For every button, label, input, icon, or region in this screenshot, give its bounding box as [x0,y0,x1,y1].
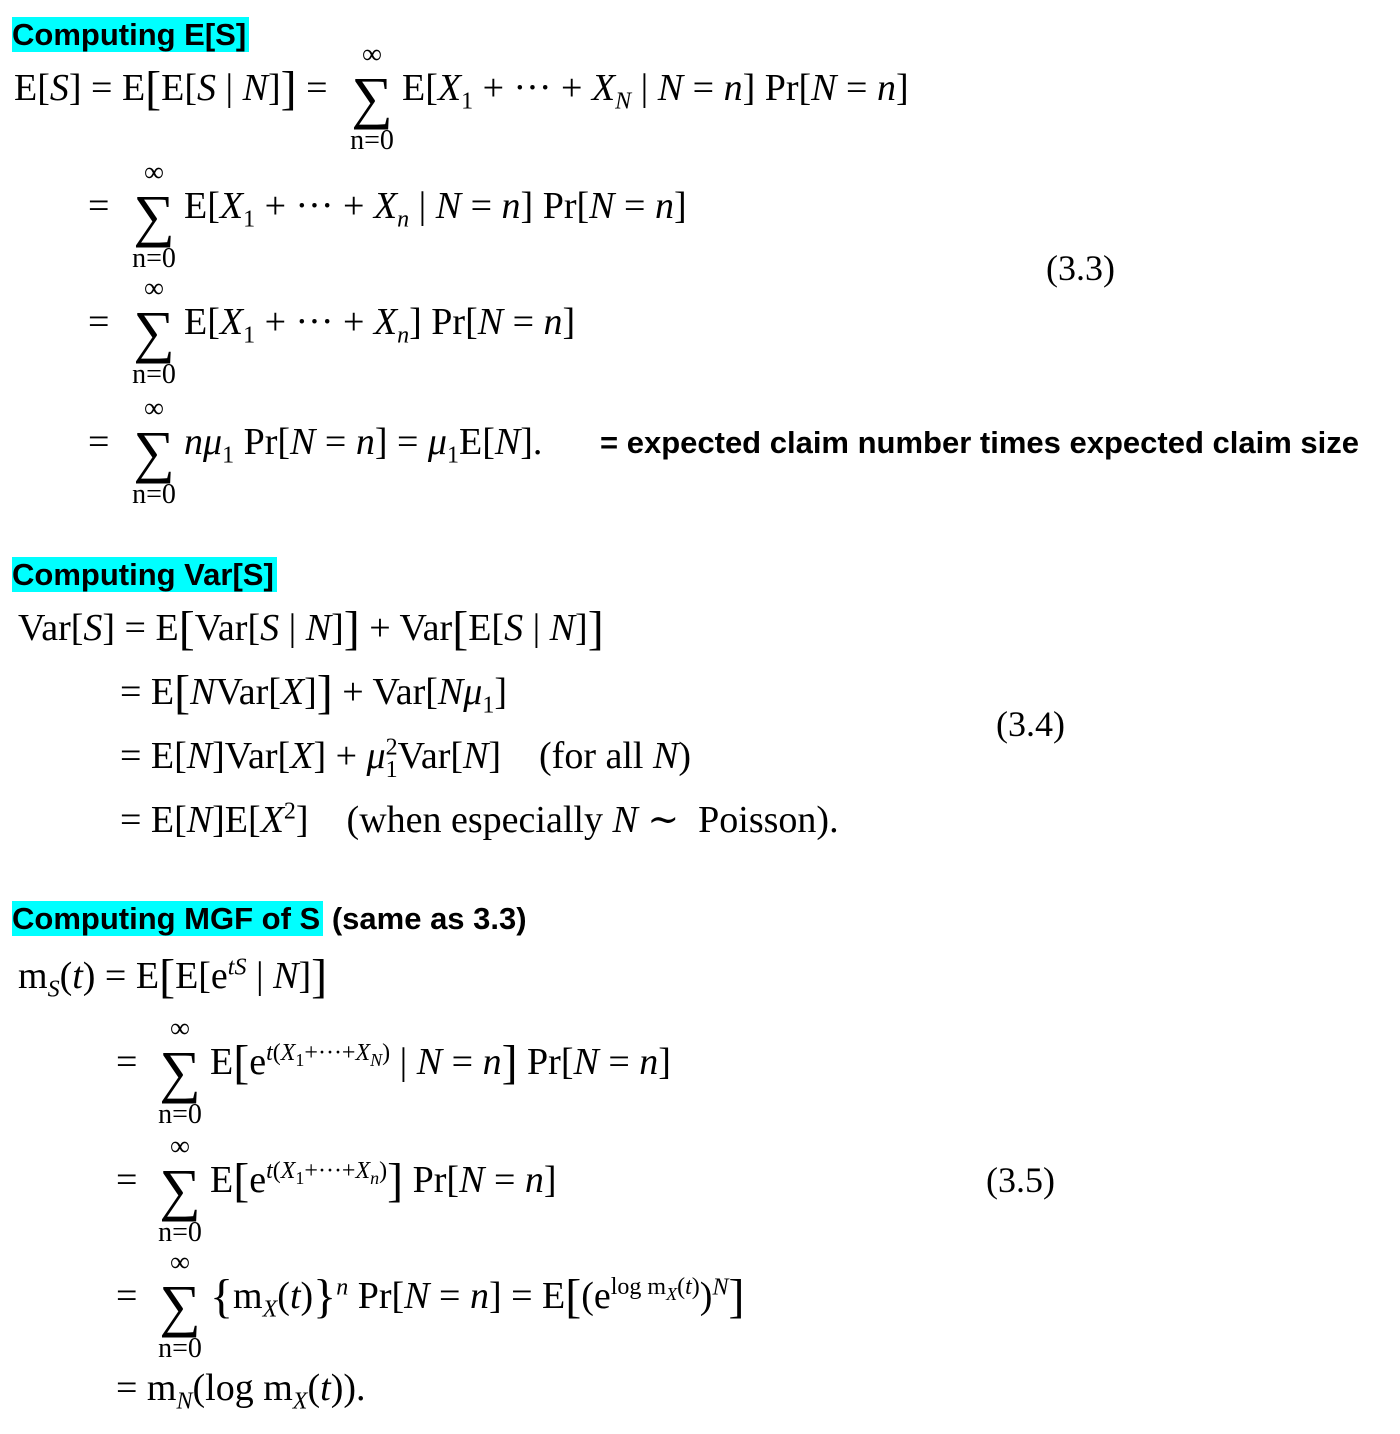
equals-sign: = [116,1275,138,1317]
equation-mgf-line-2: $E[e^{t(X_1+\cdot\cdot\cdot+X_N)}$ | N = n] Pr[N = n] [210,1036,671,1089]
heading-highlight: Computing E[S] [12,17,249,52]
equation-number-3-3: (3.3) [1046,248,1115,288]
summation-symbol: ∞ ∑ n=0 [350,39,394,156]
summation-symbol: ∞ ∑ n=0 [132,273,176,390]
equation-expectation-line-3: $E[X_1$ + ··· + $X_n$] Pr[N = n] [184,301,576,349]
section-heading-mgf [12,900,527,938]
summation-symbol: ∞ ∑ n=0 [158,1131,202,1248]
equation-expectation-line-1: E[S] = E[E[S | N]] = [14,62,328,115]
equation-mgf-line-3: $E[e^{t(X_1+\cdot\cdot\cdot+X_n)}] Pr[N = n]$ [210,1154,557,1207]
equals-sign: = [116,1159,138,1201]
heading-highlight: Computing MGF of S [12,901,323,936]
equals-sign: = [116,1041,138,1083]
annotation-expected-claim: = expected claim number times expected claim size [600,425,1359,460]
equals-sign: = [88,185,110,227]
equation-mgf-line-5: = $m_N(\log$ $m_X(t)$). [116,1367,366,1415]
equation-expectation-line-4: $n\mu_1$ $Pr[N = n] = \mu_1E[N]$. [184,421,543,469]
equation-variance-line-3: = $E[N]Var[X] + \mu^2_1Var[N]$ (for all N) [120,734,691,783]
equation-variance-line-2: = E[NVar[X]] + $Var[N\mu_1]$ [120,666,507,719]
summation-symbol: ∞ ∑ n=0 [158,1013,202,1130]
equation-variance-line-4: = $E[N]E[X^2]$ (when especially N ∼ Poisson). [120,798,839,841]
section-heading-expectation [12,16,249,54]
heading-suffix: (same as 3.3) [331,901,527,936]
section-heading-variance [12,556,277,594]
equation-number-3-4: (3.4) [996,704,1065,744]
equals-sign: = [88,421,110,463]
summation-symbol: ∞ ∑ n=0 [132,157,176,274]
equation-mgf-line-4: $\{m_X(t)\}^n$ $Pr[N = n] = E[(e^{log m_X(t)})^N]$ [210,1270,745,1323]
equation-expectation-line-2: $E[X_1$ + ··· + $X_n$ | N = n] Pr[N = n] [184,185,687,233]
equals-sign: = [88,301,110,343]
equation-variance-line-1: Var[S] = E[Var[S | N]] + Var[E[S | N]] [18,602,604,655]
equation-expectation-line-1-rhs: $E[X_1$ + ··· + $X_N$ | N = n] Pr[N = n] [402,67,909,115]
summation-symbol: ∞ ∑ n=0 [132,393,176,510]
heading-highlight: Computing Var[S] [12,557,277,592]
equation-number-3-5: (3.5) [986,1160,1055,1200]
summation-symbol: ∞ ∑ n=0 [158,1247,202,1364]
equation-mgf-line-1: $m_S(t) = E[E[e^{tS}$ | N]] [18,950,328,1003]
